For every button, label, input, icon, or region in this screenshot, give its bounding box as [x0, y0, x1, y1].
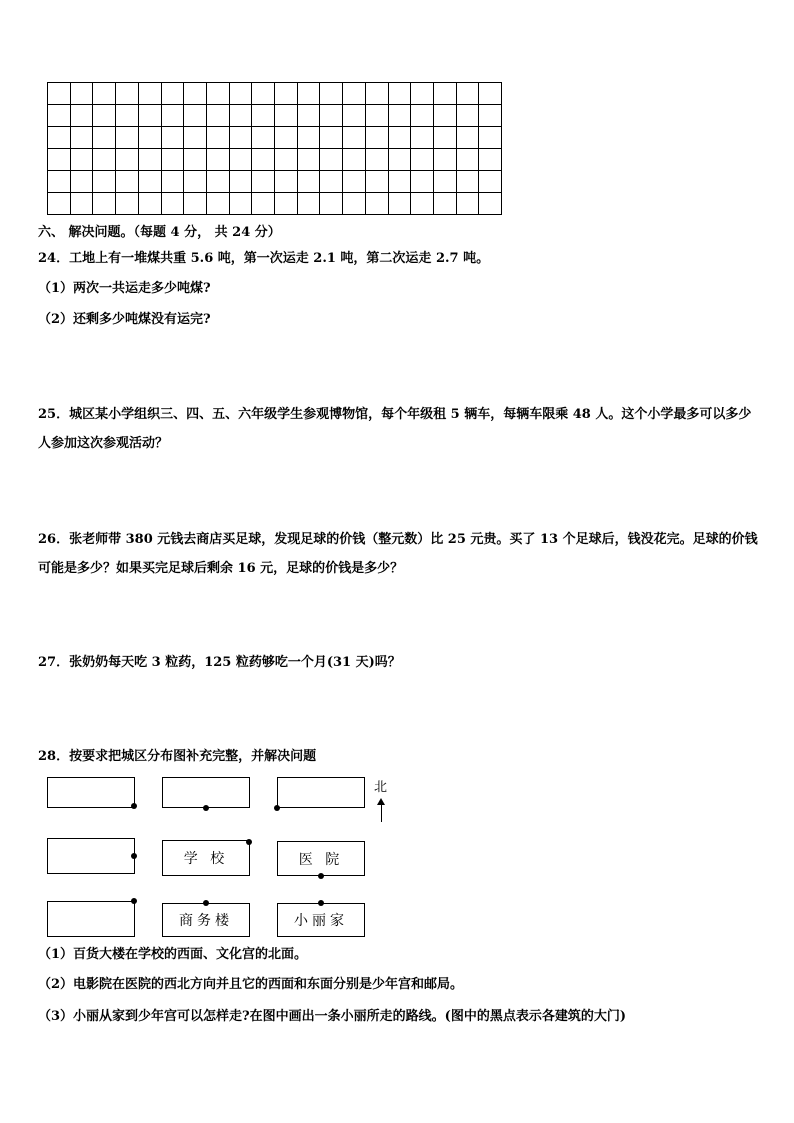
grid-cell[interactable] [389, 105, 412, 127]
grid-cell[interactable] [343, 127, 366, 149]
grid-cell[interactable] [207, 193, 230, 215]
grid-cell[interactable] [411, 171, 434, 193]
grid-cell[interactable] [434, 127, 457, 149]
grid-cell[interactable] [298, 149, 321, 171]
grid-cell[interactable] [320, 105, 343, 127]
grid-cell[interactable] [71, 171, 94, 193]
grid-cell[interactable] [389, 149, 412, 171]
grid-cell[interactable] [252, 193, 275, 215]
question-27: 27．张奶奶每天吃 3 粒药，125 粒药够吃一个月(31 天)吗？ [38, 655, 401, 670]
grid-cell[interactable] [411, 127, 434, 149]
grid-cell[interactable] [162, 193, 185, 215]
grid-cell[interactable] [298, 83, 321, 105]
grid-cell[interactable] [457, 105, 480, 127]
grid-cell[interactable] [252, 83, 275, 105]
grid-cell[interactable] [275, 83, 298, 105]
map-empty-box[interactable] [277, 777, 365, 808]
grid-cell[interactable] [411, 149, 434, 171]
grid-cell[interactable] [457, 193, 480, 215]
grid-cell[interactable] [252, 127, 275, 149]
grid-cell[interactable] [479, 193, 502, 215]
grid-cell[interactable] [93, 171, 116, 193]
grid-cell[interactable] [320, 171, 343, 193]
grid-cell[interactable] [184, 83, 207, 105]
gate-dot [274, 805, 280, 811]
grid-cell[interactable] [71, 193, 94, 215]
grid-cell[interactable] [343, 105, 366, 127]
grid-cell[interactable] [298, 127, 321, 149]
grid-cell[interactable] [275, 127, 298, 149]
grid-cell[interactable] [298, 171, 321, 193]
grid-cell[interactable] [93, 149, 116, 171]
grid-cell[interactable] [411, 83, 434, 105]
grid-cell[interactable] [230, 149, 253, 171]
grid-cell[interactable] [116, 105, 139, 127]
grid-cell[interactable] [298, 105, 321, 127]
map-business-building: 商务楼 [162, 903, 250, 937]
grid-cell[interactable] [48, 105, 71, 127]
grid-cell[interactable] [48, 171, 71, 193]
grid-cell[interactable] [184, 171, 207, 193]
grid-cell[interactable] [457, 171, 480, 193]
grid-cell[interactable] [434, 83, 457, 105]
grid-cell[interactable] [411, 193, 434, 215]
question-25: 25．城区某小学组织三、四、五、六年级学生参观博物馆，每个年级租 5 辆车，每辆车限乘 48 人。这个小学最多可以多少人参加这次参观活动？ [38, 407, 752, 451]
grid-cell[interactable] [139, 171, 162, 193]
grid-cell[interactable] [207, 149, 230, 171]
grid-cell[interactable] [275, 105, 298, 127]
grid-cell[interactable] [343, 83, 366, 105]
grid-cell[interactable] [411, 105, 434, 127]
writing-grid [47, 82, 502, 215]
map-empty-box[interactable] [162, 777, 250, 808]
grid-cell[interactable] [479, 105, 502, 127]
grid-cell[interactable] [366, 193, 389, 215]
grid-cell[interactable] [48, 127, 71, 149]
grid-cell[interactable] [48, 193, 71, 215]
gate-dot [131, 803, 137, 809]
question-24: 24．工地上有一堆煤共重 5.6 吨，第一次运走 2.1 吨，第二次运走 2.7 吨。 [38, 251, 490, 266]
grid-cell[interactable] [139, 127, 162, 149]
grid-cell[interactable] [320, 127, 343, 149]
grid-cell[interactable] [479, 127, 502, 149]
question-26: 26．张老师带 380 元钱去商店买足球，发现足球的价钱（整元数）比 25 元贵。买了 13 个足球后，钱没花完。足球的价钱可能是多少？如果买完足球后剩余 16 元，足球的价钱是多少？ [38, 532, 758, 576]
grid-cell[interactable] [320, 193, 343, 215]
grid-cell[interactable] [139, 149, 162, 171]
grid-cell[interactable] [389, 127, 412, 149]
section-heading: 六、 解决问题。（每题 4 分， 共 24 分） [38, 225, 281, 240]
grid-cell[interactable] [252, 105, 275, 127]
grid-cell[interactable] [479, 171, 502, 193]
grid-cell[interactable] [93, 193, 116, 215]
grid-cell[interactable] [184, 127, 207, 149]
grid-cell[interactable] [93, 105, 116, 127]
grid-cell[interactable] [93, 83, 116, 105]
grid-cell[interactable] [139, 83, 162, 105]
grid-cell[interactable] [389, 171, 412, 193]
grid-cell[interactable] [162, 127, 185, 149]
grid-cell[interactable] [457, 83, 480, 105]
gate-dot [246, 839, 252, 845]
grid-cell[interactable] [434, 105, 457, 127]
grid-cell[interactable] [434, 171, 457, 193]
grid-cell[interactable] [48, 149, 71, 171]
question-24-part-1: （1）两次一共运走多少吨煤? [38, 281, 211, 296]
grid-cell[interactable] [457, 149, 480, 171]
gate-dot [131, 898, 137, 904]
map-empty-box[interactable] [47, 901, 135, 937]
map-xiaoli-home: 小丽家 [277, 903, 365, 937]
grid-cell[interactable] [162, 149, 185, 171]
grid-cell[interactable] [162, 83, 185, 105]
map-hospital: 医 院 [277, 841, 365, 876]
grid-cell[interactable] [252, 149, 275, 171]
question-28-part-3: （3）小丽从家到少年宫可以怎样走?在图中画出一条小丽所走的路线。(图中的黑点表示各建筑的大门) [38, 1009, 626, 1024]
grid-cell[interactable] [366, 171, 389, 193]
map-empty-box[interactable] [47, 838, 135, 874]
grid-cell[interactable] [184, 193, 207, 215]
question-24-part-2: （2）还剩多少吨煤没有运完? [38, 312, 211, 327]
map-empty-box[interactable] [47, 777, 135, 808]
gate-dot [318, 873, 324, 879]
grid-cell[interactable] [139, 193, 162, 215]
grid-cell[interactable] [479, 83, 502, 105]
grid-cell[interactable] [116, 193, 139, 215]
grid-cell[interactable] [162, 171, 185, 193]
grid-cell[interactable] [434, 149, 457, 171]
grid-cell[interactable] [457, 127, 480, 149]
grid-cell[interactable] [71, 105, 94, 127]
gate-dot [131, 853, 137, 859]
grid-cell[interactable] [230, 83, 253, 105]
grid-cell[interactable] [275, 171, 298, 193]
grid-cell[interactable] [71, 127, 94, 149]
grid-cell[interactable] [389, 83, 412, 105]
grid-cell[interactable] [320, 149, 343, 171]
gate-dot [203, 900, 209, 906]
grid-cell[interactable] [252, 171, 275, 193]
grid-cell[interactable] [298, 193, 321, 215]
grid-cell[interactable] [139, 105, 162, 127]
gate-dot [318, 900, 324, 906]
grid-cell[interactable] [207, 105, 230, 127]
grid-cell[interactable] [320, 83, 343, 105]
grid-cell[interactable] [230, 105, 253, 127]
question-28-part-1: （1）百货大楼在学校的西面、文化宫的北面。 [38, 947, 308, 962]
grid-cell[interactable] [434, 193, 457, 215]
grid-cell[interactable] [275, 149, 298, 171]
grid-cell[interactable] [116, 149, 139, 171]
question-28-part-2: （2）电影院在医院的西北方向并且它的西面和东面分别是少年宫和邮局。 [38, 977, 464, 992]
map-school: 学 校 [162, 840, 250, 876]
grid-cell[interactable] [230, 171, 253, 193]
grid-cell[interactable] [366, 127, 389, 149]
grid-cell[interactable] [343, 193, 366, 215]
grid-cell[interactable] [343, 149, 366, 171]
grid-cell[interactable] [230, 127, 253, 149]
north-label: 北 [374, 780, 388, 795]
grid-cell[interactable] [48, 83, 71, 105]
grid-cell[interactable] [71, 83, 94, 105]
grid-cell[interactable] [207, 127, 230, 149]
grid-cell[interactable] [184, 149, 207, 171]
grid-cell[interactable] [389, 193, 412, 215]
grid-cell[interactable] [343, 171, 366, 193]
question-28: 28．按要求把城区分布图补充完整，并解决问题 [38, 749, 317, 764]
grid-cell[interactable] [366, 149, 389, 171]
grid-cell[interactable] [366, 83, 389, 105]
grid-cell[interactable] [162, 105, 185, 127]
grid-cell[interactable] [116, 171, 139, 193]
grid-cell[interactable] [275, 193, 298, 215]
grid-cell[interactable] [230, 193, 253, 215]
grid-cell[interactable] [366, 105, 389, 127]
grid-cell[interactable] [207, 171, 230, 193]
grid-cell[interactable] [116, 127, 139, 149]
grid-cell[interactable] [116, 83, 139, 105]
gate-dot [203, 805, 209, 811]
grid-cell[interactable] [93, 127, 116, 149]
grid-cell[interactable] [207, 83, 230, 105]
grid-cell[interactable] [479, 149, 502, 171]
grid-cell[interactable] [71, 149, 94, 171]
grid-cell[interactable] [184, 105, 207, 127]
